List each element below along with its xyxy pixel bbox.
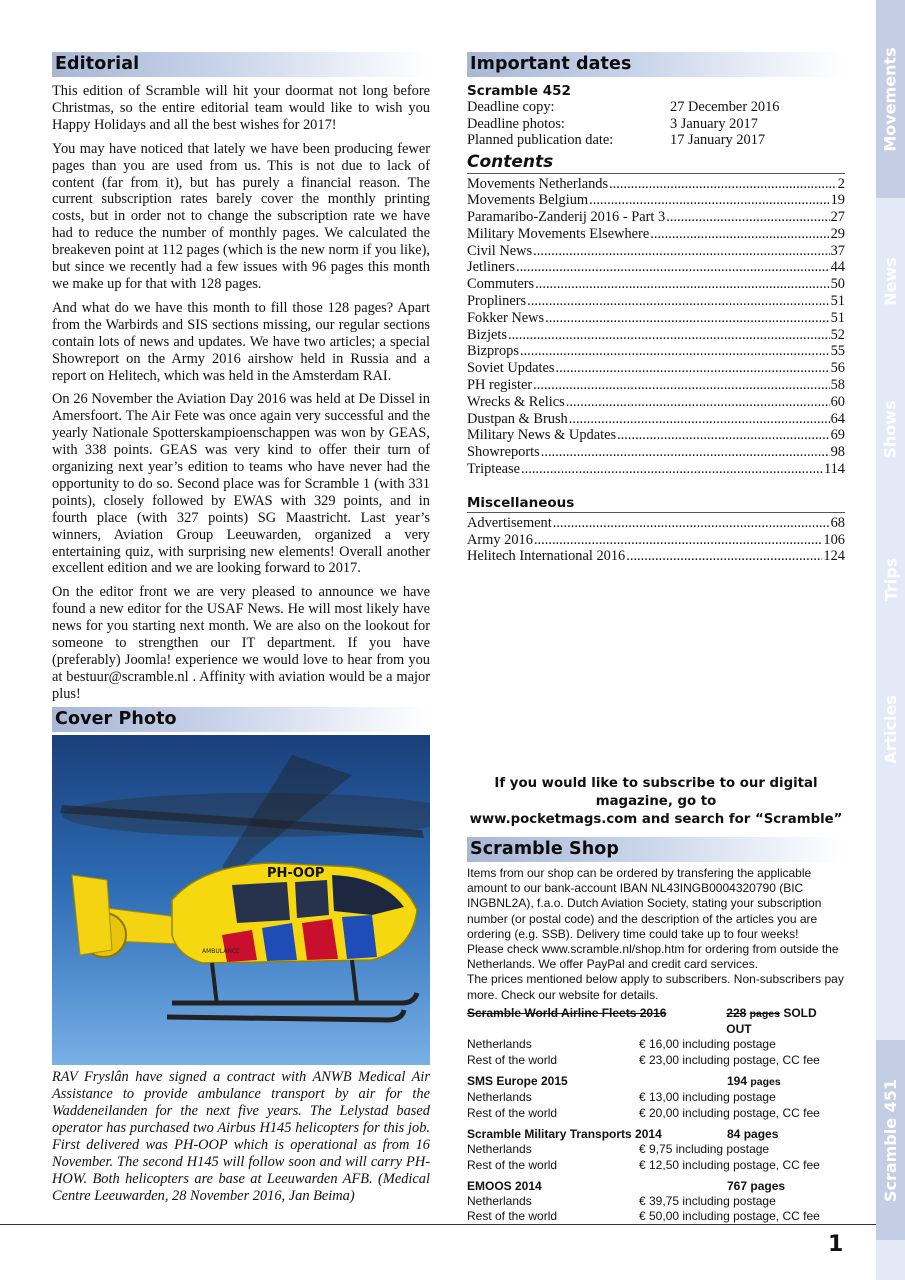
toc-leader: [527, 293, 829, 310]
shop-item-header: [467, 1179, 845, 1194]
toc-leader: [609, 176, 837, 193]
price-row: [467, 1106, 845, 1121]
contents-heading: Contents: [467, 152, 845, 174]
price-value: € 20,00 including postage, CC fee: [639, 1105, 820, 1120]
page-count: 767: [727, 1178, 748, 1193]
region-label: Netherlands: [467, 1142, 532, 1157]
editorial-paragraph: This edition of Scramble will hit your doormat not long before Christmas, so the entire editorial team would like to wish you Happy Holidays and all the best wishes for 2017!: [52, 83, 430, 133]
date-value: 27 December 2016: [670, 99, 780, 115]
miscellaneous-list: [467, 515, 845, 565]
subscribe-line: www.pocketmags.com and search for “Scramble”: [469, 812, 843, 827]
toc-leader: [589, 192, 829, 209]
toc-page: 64: [830, 410, 845, 427]
page-unit: pages: [749, 1007, 780, 1020]
shop-item: [467, 1127, 845, 1173]
toc-page: 69: [830, 427, 845, 444]
shop-item-header: [467, 1127, 845, 1142]
toc-title: Jetliners: [467, 259, 515, 276]
sold-out-badge: SOLD OUT: [726, 1005, 817, 1037]
toc-title: Bizprops: [467, 343, 519, 360]
toc-leader: [666, 209, 829, 226]
cabin-window: [232, 882, 290, 923]
toc-page: 68: [830, 514, 845, 531]
toc-title: Triptease: [467, 461, 521, 478]
region-label: Rest of the world: [467, 1052, 558, 1067]
toc-page: 51: [830, 293, 845, 310]
toc-title: Helitech International 2016: [467, 548, 626, 565]
shop-item-name: EMOOS 2014: [467, 1178, 542, 1193]
toc-entry: [467, 176, 845, 193]
toc-page: 124: [823, 548, 845, 565]
date-value: 17 January 2017: [670, 132, 766, 148]
toc-entry: [467, 276, 845, 293]
price-row: [467, 1037, 845, 1052]
registration-text: PH-OOP: [267, 865, 325, 881]
sidebar-tab-label: Trips: [881, 557, 901, 601]
toc-title: PH register: [467, 377, 533, 394]
subscribe-note: [467, 775, 845, 829]
toc-entry: [467, 411, 845, 428]
toc-entry: [467, 394, 845, 411]
sidebar-tab-label: Movements: [881, 46, 900, 152]
toc-leader: [566, 394, 830, 411]
price-row: [467, 1194, 845, 1209]
toc-entry: [467, 259, 845, 276]
toc-leader: [569, 411, 830, 428]
helicopter-illustration: [52, 735, 430, 1065]
livery-stripe: [262, 923, 297, 961]
ambulance-text: AMBULANCE: [202, 947, 240, 955]
shop-paragraph: Please check www.scramble.nl/shop.htm for ordering from outside the Netherlands. We offer PayPal and credit card services.: [467, 942, 839, 972]
toc-page: 29: [830, 225, 845, 242]
price-row: [467, 1158, 845, 1173]
toc-leader: [535, 276, 829, 293]
toc-entry: [467, 515, 845, 532]
region-label: Rest of the world: [467, 1209, 558, 1224]
page-unit: pages: [750, 1178, 786, 1193]
toc-page: 55: [830, 343, 845, 360]
date-row: [467, 99, 845, 116]
price-row: [467, 1053, 845, 1068]
sidebar-tab-label: News: [881, 256, 901, 306]
toc-page: 44: [830, 259, 845, 276]
toc-entry: [467, 444, 845, 461]
price-value: € 12,50 including postage, CC fee: [639, 1157, 820, 1172]
region-label: Rest of the world: [467, 1105, 558, 1120]
shop-items: [467, 1006, 845, 1225]
toc-page: 58: [830, 377, 845, 394]
toc-leader: [520, 343, 830, 360]
toc-leader: [626, 548, 822, 565]
page-count: 84: [727, 1126, 741, 1141]
shop-item-pages: [726, 1006, 845, 1038]
toc-entry: [467, 532, 845, 549]
toc-title: Fokker News: [467, 309, 545, 326]
date-row: [467, 132, 845, 149]
shop-paragraph: Items from our shop can be ordered by transfering the applicable amount to our bank-account IBAN NL43INGB0004320790 (BIC INGBNL2A), f.a.o. Dutch Aviation Society, stating your subscription number (or postal code) and the description of the articles you are ordering (e.g. SSB). Delivery time could take up to four weeks!: [467, 866, 822, 941]
shop-item-name: Scramble World Airline Fleets 2016: [467, 1005, 667, 1020]
toc-page: 52: [830, 326, 845, 343]
toc-entry: [467, 343, 845, 360]
sidebar-tab-movements: [876, 0, 905, 198]
shop-item-header: [467, 1074, 845, 1090]
sidebar-tab-issue: [876, 1040, 905, 1240]
toc-page: 19: [830, 192, 845, 209]
editorial-paragraph: You may have noticed that lately we have been producing fewer pages than you are used from us. This is not due to lack of content (far from it), but has purely a financial reason. The current subscription rates barely cover the monthly printing costs, but in order not to change the subscription rate we have had to reduce the number of monthly pages. We calculated the breakeven point at 112 pages (which is the new norm if you like), but since we recently had a few issues with 96 pages this month we make up for that with 128 pages.: [52, 140, 430, 292]
toc-title: Commuters: [467, 276, 535, 293]
price-value: € 13,00 including postage: [639, 1090, 776, 1105]
price-value: € 23,00 including postage, CC fee: [639, 1052, 820, 1067]
page-count: 228: [726, 1005, 747, 1020]
toc-leader: [508, 327, 830, 344]
left-column: [52, 52, 430, 1205]
region-label: Netherlands: [467, 1194, 532, 1209]
toc-leader: [521, 461, 823, 478]
shop-item-header: [467, 1006, 845, 1038]
price-value: € 9,75 including postage: [639, 1142, 770, 1157]
shop-item-name: SMS Europe 2015: [467, 1074, 568, 1089]
toc-title: Military Movements Elsewhere: [467, 225, 650, 242]
toc-page: 56: [830, 360, 845, 377]
shop-description: [467, 866, 845, 1003]
shop-item-name: Scramble Military Transports 2014: [467, 1126, 662, 1141]
toc-leader: [617, 427, 830, 444]
toc-entry: [467, 377, 845, 394]
price-row: [467, 1090, 845, 1105]
shop-item-pages: [727, 1074, 781, 1090]
toc-leader: [533, 243, 829, 260]
shop-paragraph: The prices mentioned below apply to subscribers. Non-subscribers pay more. Check our website for details.: [467, 972, 844, 1002]
livery-stripe: [342, 915, 377, 959]
toc-entry: [467, 427, 845, 444]
toc-entry: [467, 548, 845, 565]
toc-title: Wrecks & Relics: [467, 393, 565, 410]
page-count: 194: [727, 1074, 748, 1089]
toc-leader: [534, 532, 822, 549]
toc-title: Showreports: [467, 444, 540, 461]
toc-title: Paramaribo-Zanderij 2016 - Part 3: [467, 209, 666, 226]
shop-item-pages: [727, 1127, 778, 1142]
cover-photo-caption: RAV Fryslân have signed a contract with ANWB Medical Air Assistance to provide ambulance transport by air for the Waddeneilanden for the next five years. The Lelystad based operator has purchased two Airbus H145 helicopters for this job. First delivered was PH-OOP which is operational as from 16 November. The second H145 will follow soon and will carry PH-HOW. Both helicopters are base at Leeuwarden AFB. (Medical Centre Leeuwarden, 28 November 2016, Jan Beima): [52, 1068, 430, 1204]
editorial-body: [52, 83, 430, 703]
livery-stripe: [302, 919, 338, 960]
toc-page: 27: [830, 209, 845, 226]
toc-page: 60: [830, 393, 845, 410]
price-value: € 50,00 including postage, CC fee: [639, 1209, 820, 1224]
toc-title: Army 2016: [467, 531, 533, 548]
shop-item: [467, 1006, 845, 1068]
date-value: 3 January 2017: [670, 115, 758, 132]
page-unit: pages: [743, 1126, 779, 1141]
toc-leader: [556, 360, 830, 377]
toc-leader: [553, 515, 830, 532]
shop-item: [467, 1179, 845, 1225]
toc-title: Soviet Updates: [467, 360, 555, 377]
toc-title: Propliners: [467, 293, 527, 310]
landing-skid: [172, 993, 417, 1003]
toc-entry: [467, 243, 845, 260]
sidebar-tab-label: Shows: [881, 399, 900, 459]
toc-title: Movements Netherlands: [467, 175, 609, 192]
page-unit: pages: [750, 1076, 781, 1089]
toc-page: 98: [830, 444, 845, 461]
cover-photo: [52, 735, 430, 1065]
toc-entry: [467, 310, 845, 327]
toc-title: Advertisement: [467, 514, 552, 531]
toc-entry: [467, 327, 845, 344]
toc-leader: [541, 444, 830, 461]
contents-list: [467, 176, 845, 478]
toc-title: Civil News: [467, 242, 533, 259]
toc-title: Bizjets: [467, 326, 507, 343]
toc-entry: [467, 192, 845, 209]
toc-leader: [545, 310, 829, 327]
landing-skid: [167, 1010, 404, 1020]
date-row: [467, 116, 845, 133]
toc-leader: [516, 259, 830, 276]
cabin-window: [295, 880, 329, 918]
toc-page: 50: [830, 276, 845, 293]
editorial-paragraph: On 26 November the Aviation Day 2016 was held at De Dissel in Amersfoort. The Air Fete was once again very successful and the yearly Nationale Spotterskampioenschappen was won by GEAS, with 338 points. GEAS was very kind to offer their turn of organizing next year’s edition to teams who have never had the opportunity to do so. Second place was for Scramble 1 (with 331 points), closely followed by EWAS with 329 points, and in fourth place (with 327 points) SG Maastricht. Last year’s winners, Aviation Group Leeuwarden, organized a very entertaining quiz, with surprising new elements! Overall another excellent edition and we are looking forward to 2017.: [52, 391, 430, 577]
toc-entry: [467, 209, 845, 226]
page-number: 1: [828, 1232, 844, 1257]
dates-list: [467, 99, 845, 149]
right-column: [467, 52, 845, 565]
tail-fin: [72, 875, 112, 955]
subscribe-line: If you would like to subscribe to our digital magazine, go to: [494, 776, 818, 809]
date-label: Deadline photos:: [467, 115, 565, 132]
price-value: € 39,75 including postage: [639, 1194, 776, 1209]
sidebar-tab-articles: [876, 630, 905, 828]
footer-divider: [0, 1224, 876, 1225]
date-label: Deadline copy:: [467, 99, 555, 115]
toc-entry: [467, 461, 845, 478]
toc-leader: [650, 226, 829, 243]
sidebar-tab-label: Articles: [881, 694, 900, 764]
region-label: Rest of the world: [467, 1157, 558, 1172]
region-label: Netherlands: [467, 1037, 532, 1052]
toc-entry: [467, 226, 845, 243]
skid-strut: [212, 960, 357, 1005]
region-label: Netherlands: [467, 1090, 532, 1105]
toc-page: 114: [823, 461, 845, 478]
scramble-shop: [467, 837, 845, 1231]
miscellaneous-heading: Miscellaneous: [467, 495, 845, 513]
price-value: € 16,00 including postage: [639, 1037, 776, 1052]
price-row: [467, 1209, 845, 1224]
important-dates-heading: Important dates: [467, 52, 845, 77]
editorial-paragraph: On the editor front we are very pleased to announce we have found a new editor for the USAF News. He will most likely have news for you starting next month. We are also on the lookout for someone to strengthen our IT department. If you have (preferably) Joomla! experience we would love to hear from you at bestuur@scramble.nl . Affinity with aviation would be a major plus!: [52, 584, 430, 702]
editorial-paragraph: And what do we have this month to fill those 128 pages? Apart from the Warbirds and SIS sections missing, our regular sections contain lots of news and updates. We have two articles; a special Showreport on the Army 2016 airshow held in Russia and a report on Helitech, which was held in the Amsterdam RAI.: [52, 299, 430, 384]
livery-stripe: [222, 930, 257, 962]
shop-item-pages: [727, 1179, 785, 1194]
editorial-heading: Editorial: [52, 52, 430, 77]
toc-page: 51: [830, 309, 845, 326]
sidebar-tab-label: Scramble 451: [881, 1078, 900, 1202]
toc-entry: [467, 293, 845, 310]
shop-heading: Scramble Shop: [467, 837, 845, 862]
date-label: Planned publication date:: [467, 132, 614, 148]
toc-page: 37: [830, 242, 845, 259]
toc-title: Dustpan & Brush: [467, 410, 568, 427]
toc-entry: [467, 360, 845, 377]
toc-leader: [533, 377, 829, 394]
toc-page: 2: [837, 175, 845, 192]
price-row: [467, 1142, 845, 1157]
shop-item: [467, 1074, 845, 1121]
cover-photo-heading: Cover Photo: [52, 707, 430, 732]
toc-title: Movements Belgium: [467, 192, 589, 209]
toc-title: Military News & Updates: [467, 427, 617, 444]
toc-page: 106: [823, 531, 845, 548]
issue-title: Scramble 452: [467, 83, 571, 99]
